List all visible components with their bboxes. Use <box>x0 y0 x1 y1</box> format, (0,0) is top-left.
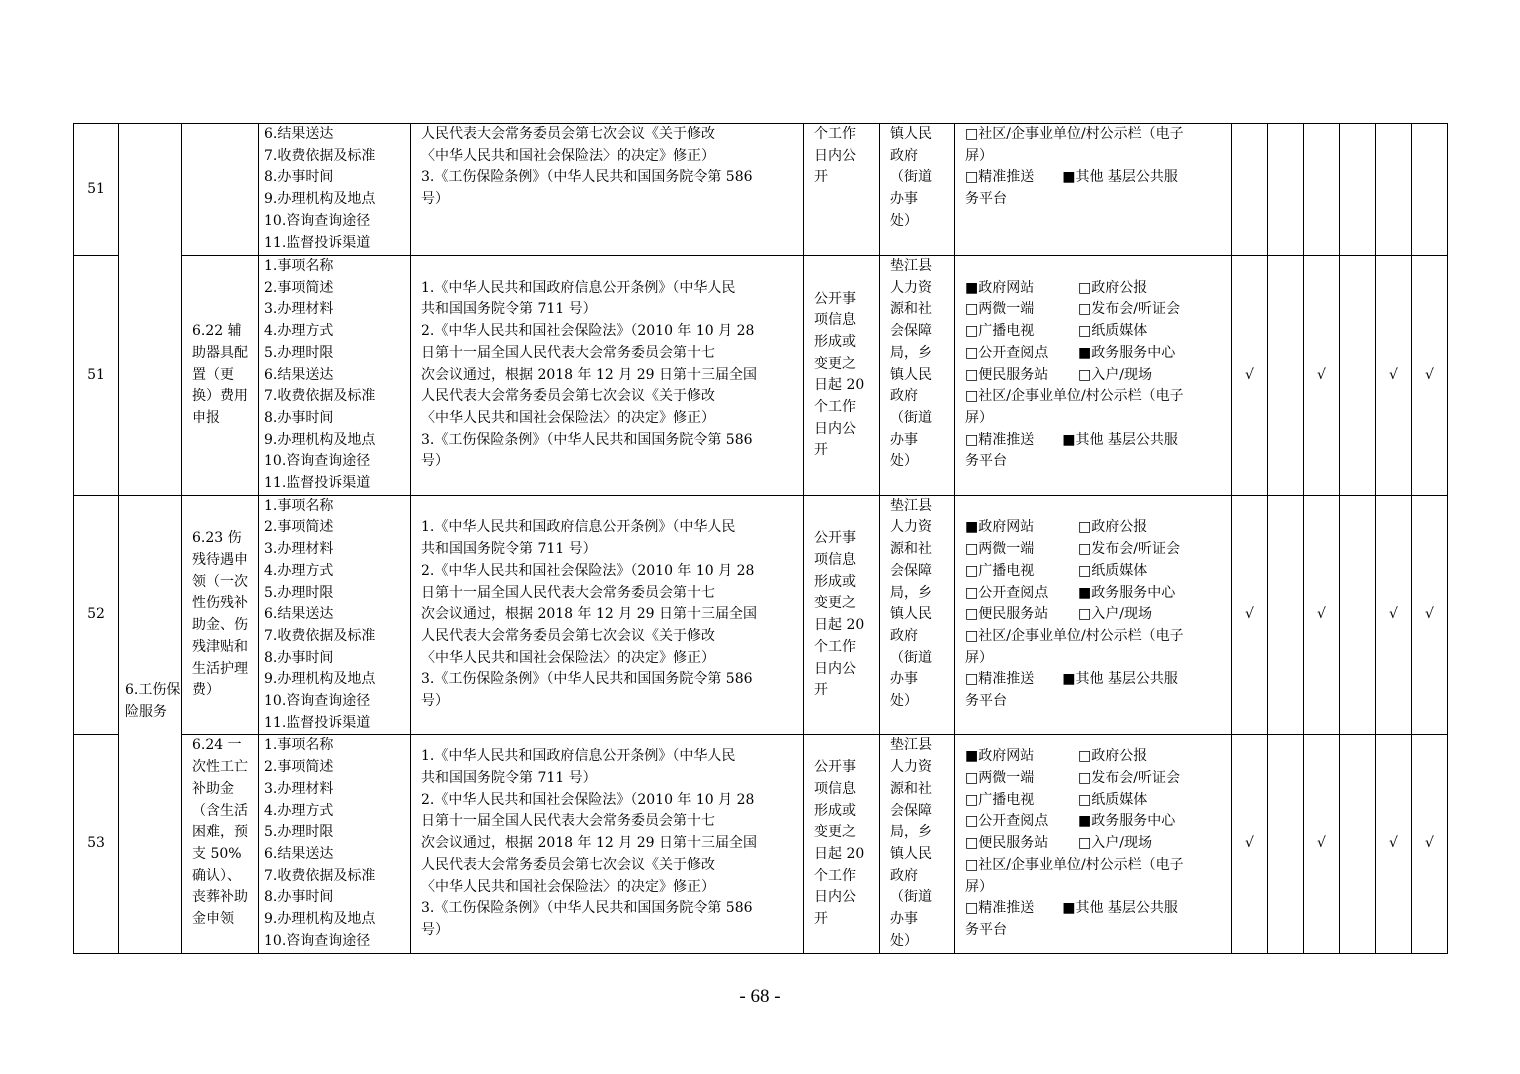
subject-line: 办事 <box>890 911 918 928</box>
channel-option-row <box>965 790 1226 812</box>
basis-line: 次会议通过，根据 2018 年 12 月 29 日第十三届全国 <box>421 835 757 852</box>
time-line: 日内公 <box>814 147 856 164</box>
disclosure-table <box>73 123 1448 954</box>
subject-line: 政府 <box>890 388 918 405</box>
content-line: 10.咨询查询途径 <box>264 693 371 710</box>
content-line: 5.办理时限 <box>264 824 334 841</box>
time-line: 变更之 <box>814 595 856 612</box>
basis-line: 〈中华人民共和国社会保险法〉的决定》修正） <box>421 649 715 666</box>
check-cell <box>1376 495 1412 735</box>
time-line: 日内公 <box>814 889 856 906</box>
channel-option: ■政府网站 <box>965 279 1035 296</box>
basis-line: 共和国国务院令第 711 号） <box>421 301 597 318</box>
subject-line: 政府 <box>890 147 918 164</box>
check-cell <box>1412 735 1448 953</box>
basis-line: 1.《中华人民共和国政府信息公开条例》（中华人民 <box>421 279 736 296</box>
check-cell <box>1232 495 1268 735</box>
content-cell <box>259 256 411 496</box>
content-line: 4.办理方式 <box>264 323 334 340</box>
basis-cell <box>411 495 804 735</box>
content-line: 8.办事时间 <box>264 169 334 186</box>
channel-line: □精准推送 ■其他 基层公共服 <box>965 169 1178 186</box>
basis-line: 〈中华人民共和国社会保险法〉的决定》修正） <box>421 409 715 426</box>
channel-option: □纸质媒体 <box>1078 791 1148 808</box>
check-mark: √ <box>1317 835 1326 852</box>
channel-line: 务平台 <box>965 693 1007 710</box>
table-row <box>74 256 1448 496</box>
channel-option-row <box>965 583 1226 605</box>
subject-line: 处） <box>890 212 918 229</box>
subject-line: 源和社 <box>890 780 932 797</box>
check-cell <box>1412 124 1448 256</box>
channel-option: □入户/现场 <box>1078 606 1152 623</box>
channel-option: □便民服务站 <box>965 606 1049 623</box>
check-cell <box>1340 256 1376 496</box>
content-line: 2.事项简述 <box>264 279 334 296</box>
subject-cell <box>880 495 955 735</box>
category-cell <box>119 124 182 496</box>
check-cell <box>1304 124 1340 256</box>
time-line: 变更之 <box>814 824 856 841</box>
subject-cell <box>880 124 955 256</box>
channel-option-row <box>965 365 1226 387</box>
subject-line: 人力资 <box>890 759 932 776</box>
row-number: 53 <box>87 835 105 852</box>
basis-cell <box>411 735 804 953</box>
content-line: 8.办事时间 <box>264 409 334 426</box>
subject-line: 政府 <box>890 867 918 884</box>
basis-line: 共和国国务院令第 711 号） <box>421 541 597 558</box>
basis-line: 3.《工伤保险条例》（中华人民共和国国务院令第 586 <box>421 169 753 186</box>
channel-option: □纸质媒体 <box>1078 323 1148 340</box>
time-line: 开 <box>814 442 828 459</box>
time-line: 形成或 <box>814 573 856 590</box>
subject-line: 局，乡 <box>890 824 932 841</box>
time-line: 日起 20 <box>814 845 865 862</box>
content-line: 1.事项名称 <box>264 737 334 754</box>
channel-option: □便民服务站 <box>965 366 1049 383</box>
check-mark: √ <box>1425 835 1434 852</box>
item-name: 6.24 一次性工亡补助金（含生活困难，预支 50%确认）、丧葬补助金申领 <box>192 737 248 928</box>
check-cell <box>1304 495 1340 735</box>
basis-line: 3.《工伤保险条例》（中华人民共和国国务院令第 586 <box>421 900 753 917</box>
subject-line: 处） <box>890 693 918 710</box>
channel-option: □两微一端 <box>965 770 1035 787</box>
check-cell <box>1376 735 1412 953</box>
time-line: 公开事 <box>814 290 856 307</box>
channel-option: □公开查阅点 <box>965 344 1049 361</box>
channel-line: □精准推送 ■其他 基层公共服 <box>965 900 1178 917</box>
basis-line: 号） <box>421 191 449 208</box>
content-line: 8.办事时间 <box>264 649 334 666</box>
subject-line: 垫江县 <box>890 497 932 514</box>
basis-line: 号） <box>421 453 449 470</box>
basis-line: 人民代表大会常务委员会第七次会议《关于修改 <box>421 388 715 405</box>
check-cell <box>1268 256 1304 496</box>
channel-option: □政府公报 <box>1078 519 1148 536</box>
channel-option: □入户/现场 <box>1078 835 1152 852</box>
channel-line: □社区/企事业单位/村公示栏（电子 <box>965 627 1184 644</box>
row-number-cell <box>74 495 119 735</box>
basis-line: 3.《工伤保险条例》（中华人民共和国国务院令第 586 <box>421 431 753 448</box>
check-mark: √ <box>1317 606 1326 623</box>
subject-line: 人力资 <box>890 279 932 296</box>
check-mark: √ <box>1245 835 1254 852</box>
channel-cell <box>955 495 1232 735</box>
time-line: 个工作 <box>814 399 856 416</box>
subject-line: 镇人民 <box>890 606 932 623</box>
basis-line: 3.《工伤保险条例》（中华人民共和国国务院令第 586 <box>421 671 753 688</box>
category-cell <box>119 495 182 953</box>
time-limit-cell <box>804 256 880 496</box>
content-line: 11.监督投诉渠道 <box>264 234 371 251</box>
row-number-cell <box>74 735 119 953</box>
basis-line: 2.《中华人民共和国社会保险法》（2010 年 10 月 28 <box>421 323 755 340</box>
item-name-cell <box>182 495 259 735</box>
time-line: 日内公 <box>814 660 856 677</box>
subject-cell <box>880 735 955 953</box>
basis-line: 人民代表大会常务委员会第七次会议《关于修改 <box>421 126 715 142</box>
item-name: 6.23 伤残待遇申领（一次性伤残补助金、伤残津贴和生活护理费） <box>192 530 248 699</box>
channel-option-row <box>965 768 1226 790</box>
basis-line: 号） <box>421 921 449 938</box>
channel-option: □两微一端 <box>965 541 1035 558</box>
check-mark: √ <box>1425 366 1434 383</box>
table-row <box>74 735 1448 953</box>
channel-option: □两微一端 <box>965 301 1035 318</box>
content-line: 6.结果送达 <box>264 366 334 383</box>
basis-line: 〈中华人民共和国社会保险法〉的决定》修正） <box>421 147 715 164</box>
subject-line: （街道 <box>890 409 932 426</box>
content-line: 11.监督投诉渠道 <box>264 714 371 731</box>
subject-line: 局，乡 <box>890 344 932 361</box>
channel-option: ■政务服务中心 <box>1078 813 1176 830</box>
subject-line: （街道 <box>890 889 932 906</box>
basis-line: 次会议通过，根据 2018 年 12 月 29 日第十三届全国 <box>421 366 757 383</box>
check-mark: √ <box>1389 835 1398 852</box>
content-line: 9.办理机构及地点 <box>264 671 376 688</box>
time-line: 开 <box>814 911 828 928</box>
channel-cell <box>955 256 1232 496</box>
basis-line: 〈中华人民共和国社会保险法〉的决定》修正） <box>421 878 715 895</box>
check-cell <box>1232 735 1268 953</box>
subject-line: 垫江县 <box>890 258 932 274</box>
check-cell <box>1268 735 1304 953</box>
content-line: 7.收费依据及标准 <box>264 147 376 164</box>
check-cell <box>1268 495 1304 735</box>
check-cell <box>1340 735 1376 953</box>
basis-line: 日第十一届全国人民代表大会常务委员会第十七 <box>421 813 715 830</box>
row-number-cell <box>74 256 119 496</box>
subject-line: 办事 <box>890 431 918 448</box>
table-row <box>74 495 1448 735</box>
channel-line: □社区/企事业单位/村公示栏（电子 <box>965 126 1184 142</box>
subject-line: 会保障 <box>890 323 932 340</box>
basis-cell <box>411 124 804 256</box>
check-cell <box>1340 495 1376 735</box>
channel-option-row <box>965 321 1226 343</box>
channel-option: □政府公报 <box>1078 279 1148 296</box>
time-line: 开 <box>814 682 828 699</box>
channel-option: □广播电视 <box>965 791 1035 808</box>
channel-line: □精准推送 ■其他 基层公共服 <box>965 671 1178 688</box>
channel-option: □政府公报 <box>1078 748 1148 765</box>
subject-line: 政府 <box>890 627 918 644</box>
check-cell <box>1304 735 1340 953</box>
time-line: 项信息 <box>814 551 856 568</box>
content-line: 7.收费依据及标准 <box>264 867 376 884</box>
basis-line: 1.《中华人民共和国政府信息公开条例》（中华人民 <box>421 748 736 765</box>
check-mark: √ <box>1245 366 1254 383</box>
channel-cell <box>955 735 1232 953</box>
content-line: 6.结果送达 <box>264 126 334 142</box>
channel-option-row <box>965 811 1226 833</box>
check-cell <box>1376 256 1412 496</box>
item-name: 6.22 辅助器具配置（更换）费用申报 <box>192 323 248 426</box>
subject-line: 局，乡 <box>890 584 932 601</box>
channel-option: □公开查阅点 <box>965 813 1049 830</box>
time-line: 日内公 <box>814 420 856 437</box>
content-line: 5.办理时限 <box>264 344 334 361</box>
check-cell <box>1232 124 1268 256</box>
channel-line: 屏） <box>965 649 993 666</box>
channel-option: □广播电视 <box>965 562 1035 579</box>
channel-line: 务平台 <box>965 191 1007 208</box>
check-mark: √ <box>1389 366 1398 383</box>
check-cell <box>1412 256 1448 496</box>
time-line: 开 <box>814 169 828 186</box>
channel-option-row <box>965 517 1226 539</box>
subject-line: 处） <box>890 932 918 949</box>
basis-line: 次会议通过，根据 2018 年 12 月 29 日第十三届全国 <box>421 606 757 623</box>
content-line: 5.办理时限 <box>264 584 334 601</box>
channel-option: ■政府网站 <box>965 748 1035 765</box>
time-line: 个工作 <box>814 638 856 655</box>
content-line: 1.事项名称 <box>264 258 334 274</box>
channel-option-row <box>965 343 1226 365</box>
subject-line: 处） <box>890 453 918 470</box>
time-line: 个工作 <box>814 126 856 142</box>
item-name-cell <box>182 256 259 496</box>
basis-line: 共和国国务院令第 711 号） <box>421 770 597 787</box>
content-line: 1.事项名称 <box>264 497 334 514</box>
content-line: 9.办理机构及地点 <box>264 431 376 448</box>
subject-line: 镇人民 <box>890 366 932 383</box>
channel-option: □广播电视 <box>965 323 1035 340</box>
subject-line: 垫江县 <box>890 737 932 754</box>
channel-option-row <box>965 604 1226 626</box>
channel-option-row <box>965 539 1226 561</box>
check-cell <box>1304 256 1340 496</box>
time-line: 形成或 <box>814 802 856 819</box>
channel-option: ■政务服务中心 <box>1078 584 1176 601</box>
subject-line: 办事 <box>890 191 918 208</box>
table-body <box>74 124 1448 954</box>
row-number: 51 <box>87 180 105 197</box>
subject-cell <box>880 256 955 496</box>
content-line: 10.咨询查询途径 <box>264 212 371 229</box>
channel-line: 屏） <box>965 147 993 164</box>
content-line: 10.咨询查询途径 <box>264 932 371 949</box>
content-line: 6.结果送达 <box>264 845 334 862</box>
time-line: 项信息 <box>814 780 856 797</box>
channel-option: □公开查阅点 <box>965 584 1049 601</box>
basis-cell <box>411 256 804 496</box>
time-line: 公开事 <box>814 530 856 547</box>
channel-cell <box>955 124 1232 256</box>
subject-line: 会保障 <box>890 802 932 819</box>
row-number: 52 <box>87 606 105 623</box>
time-line: 形成或 <box>814 333 856 350</box>
basis-line: 人民代表大会常务委员会第七次会议《关于修改 <box>421 627 715 644</box>
basis-line: 人民代表大会常务委员会第七次会议《关于修改 <box>421 856 715 873</box>
page-number: - 68 - <box>739 986 781 1007</box>
content-line: 2.事项简述 <box>264 759 334 776</box>
content-line: 3.办理材料 <box>264 301 334 318</box>
channel-option-row <box>965 299 1226 321</box>
time-line: 公开事 <box>814 759 856 776</box>
subject-line: 办事 <box>890 671 918 688</box>
channel-option: ■政务服务中心 <box>1078 344 1176 361</box>
content-line: 4.办理方式 <box>264 562 334 579</box>
content-line: 9.办理机构及地点 <box>264 911 376 928</box>
category-label: 6.工伤保险服务 <box>125 682 181 720</box>
channel-line: □社区/企事业单位/村公示栏（电子 <box>965 388 1184 405</box>
channel-option-row <box>965 833 1226 855</box>
channel-line: □精准推送 ■其他 基层公共服 <box>965 431 1178 448</box>
check-mark: √ <box>1245 606 1254 623</box>
basis-line: 日第十一届全国人民代表大会常务委员会第十七 <box>421 344 715 361</box>
basis-line: 号） <box>421 693 449 710</box>
check-cell <box>1268 124 1304 256</box>
time-line: 个工作 <box>814 867 856 884</box>
check-cell <box>1340 124 1376 256</box>
subject-line: 镇人民 <box>890 126 932 142</box>
content-line: 7.收费依据及标准 <box>264 627 376 644</box>
content-cell <box>259 124 411 256</box>
subject-line: 源和社 <box>890 541 932 558</box>
channel-option-row <box>965 561 1226 583</box>
basis-line: 2.《中华人民共和国社会保险法》（2010 年 10 月 28 <box>421 791 755 808</box>
subject-line: 源和社 <box>890 301 932 318</box>
channel-option: □入户/现场 <box>1078 366 1152 383</box>
check-mark: √ <box>1425 606 1434 623</box>
time-line: 日起 20 <box>814 377 865 394</box>
time-line: 项信息 <box>814 312 856 329</box>
channel-line: 务平台 <box>965 921 1007 938</box>
channel-option-row <box>965 278 1226 300</box>
time-line: 变更之 <box>814 355 856 372</box>
basis-line: 2.《中华人民共和国社会保险法》（2010 年 10 月 28 <box>421 562 755 579</box>
time-line: 日起 20 <box>814 617 865 634</box>
channel-line: 屏） <box>965 409 993 426</box>
content-line: 8.办事时间 <box>264 889 334 906</box>
item-name-cell <box>182 124 259 256</box>
check-cell <box>1412 495 1448 735</box>
channel-option-row <box>965 746 1226 768</box>
content-line: 2.事项简述 <box>264 519 334 536</box>
content-line: 3.办理材料 <box>264 541 334 558</box>
channel-line: □社区/企事业单位/村公示栏（电子 <box>965 856 1184 873</box>
channel-line: 屏） <box>965 878 993 895</box>
subject-line: 镇人民 <box>890 845 932 862</box>
subject-line: （街道 <box>890 649 932 666</box>
content-line: 10.咨询查询途径 <box>264 453 371 470</box>
table-row <box>74 124 1448 256</box>
channel-option: □发布会/听证会 <box>1078 770 1180 787</box>
content-cell <box>259 735 411 953</box>
basis-line: 1.《中华人民共和国政府信息公开条例》（中华人民 <box>421 519 736 536</box>
channel-option: □便民服务站 <box>965 835 1049 852</box>
row-number: 51 <box>87 366 105 383</box>
content-line: 6.结果送达 <box>264 606 334 623</box>
row-number-cell <box>74 124 119 256</box>
check-cell <box>1232 256 1268 496</box>
channel-option: □纸质媒体 <box>1078 562 1148 579</box>
content-line: 11.监督投诉渠道 <box>264 475 371 492</box>
channel-line: 务平台 <box>965 453 1007 470</box>
subject-line: 人力资 <box>890 519 932 536</box>
time-limit-cell <box>804 495 880 735</box>
content-line: 3.办理材料 <box>264 780 334 797</box>
subject-line: 会保障 <box>890 562 932 579</box>
content-line: 7.收费依据及标准 <box>264 388 376 405</box>
channel-option: □发布会/听证会 <box>1078 541 1180 558</box>
channel-option: ■政府网站 <box>965 519 1035 536</box>
time-limit-cell <box>804 124 880 256</box>
channel-option: □发布会/听证会 <box>1078 301 1180 318</box>
item-name-cell <box>182 735 259 953</box>
time-limit-cell <box>804 735 880 953</box>
subject-line: （街道 <box>890 169 932 186</box>
check-mark: √ <box>1317 366 1326 383</box>
basis-line: 日第十一届全国人民代表大会常务委员会第十七 <box>421 584 715 601</box>
content-cell <box>259 495 411 735</box>
content-line: 4.办理方式 <box>264 802 334 819</box>
check-mark: √ <box>1389 606 1398 623</box>
content-line: 9.办理机构及地点 <box>264 191 376 208</box>
check-cell <box>1376 124 1412 256</box>
